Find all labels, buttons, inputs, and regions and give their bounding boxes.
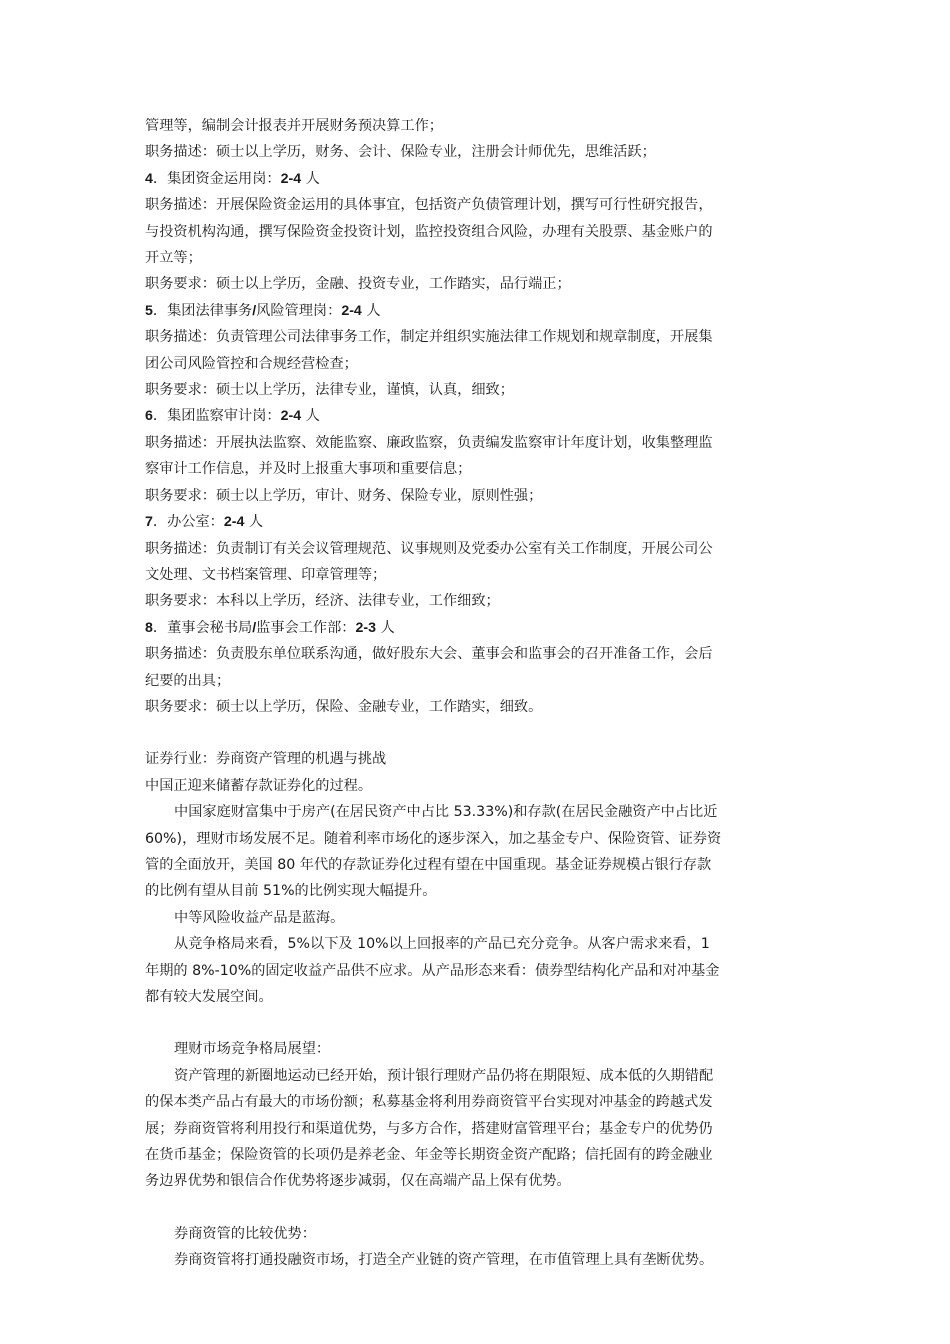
- position-unit: 人: [361, 302, 381, 319]
- paragraph-gap: [145, 1010, 813, 1036]
- position-number: 4: [145, 170, 153, 187]
- text-line: 开立等；: [145, 250, 202, 267]
- title-separator: /: [252, 302, 257, 319]
- text-line: 文处理、文书档案管理、印章管理等；: [145, 566, 387, 583]
- paragraph-line: 管的全面放开，美国 80 年代的存款证券化过程有望在中国重现。基金证券规模占银行存款: [145, 856, 712, 873]
- text-line: 职务描述：硕士以上学历，财务、会计、保险专业，注册会计师优先，思维活跃；: [145, 144, 656, 161]
- article-title: 证券行业：券商资产管理的机遇与挑战: [145, 751, 387, 768]
- text-line: 职务描述：负责股东单位联系沟通，做好股东大会、董事会和监事会的召开准备工作，会后: [145, 646, 713, 663]
- paragraph-line: 从竞争格局来看，5%以下及 10%以上回报率的产品已充分竞争。从客户需求来看，1: [174, 936, 710, 953]
- text-line: 察审计工作信息，并及时上报重大事项和重要信息；: [145, 461, 472, 478]
- position-number: 6: [145, 408, 153, 425]
- paragraph-line: 资产管理的新圈地运动已经开始，预计银行理财产品仍将在期限短、成本低的久期错配: [174, 1067, 714, 1084]
- paragraph-gap: [145, 1195, 813, 1221]
- position-unit: 人: [244, 514, 264, 531]
- text-line: 职务描述：负责管理公司法律事务工作，制定并组织实施法律工作规划和规章制度，开展集: [145, 329, 713, 346]
- position-count: 2-4: [341, 302, 362, 319]
- text-line: 职务要求：硕士以上学历，保险、金融专业，工作踏实，细致。: [145, 698, 543, 715]
- paragraph-gap: [145, 720, 813, 746]
- paragraph-line: 60%)，理财市场发展不足。随着利率市场化的逐步深入，加之基金专户、保险资管、证券资: [145, 830, 722, 847]
- position-unit: 人: [376, 619, 395, 636]
- text-line: 管理等，编制会计报表并开展财务预决算工作；: [145, 118, 443, 134]
- paragraph-line: 中等风险收益产品是蓝海。: [174, 909, 345, 926]
- paragraph-line: 都有较大发展空间。: [145, 989, 273, 1005]
- position-number: 5: [145, 302, 153, 319]
- paragraph-line: 务边界优势和银信合作优势将逐步减弱，仅在高端产品上保有优势。: [145, 1173, 571, 1190]
- position-count: 2-4: [223, 514, 245, 531]
- text-line: 职务描述：负责制订有关会议管理规范、议事规则及党委办公室有关工作制度，开展公司公: [145, 540, 713, 557]
- paragraph-line: 年期的 8%-10%的固定收益产品供不应求。从产品形态来看：债券型结构化产品和对冲基金: [145, 962, 720, 979]
- paragraph-line: 的保本类产品占有最大的市场份额；私募基金将利用券商资管平台实现对冲基金的跨越式发: [145, 1094, 713, 1111]
- position-title: ．集团法律事务: [152, 302, 253, 319]
- position-number: 7: [145, 514, 153, 531]
- paragraph-line: 券商资管将打通投融资市场，打造全产业链的资产管理，在市值管理上具有垄断优势。: [174, 1252, 714, 1269]
- position-heading: [145, 166, 813, 192]
- article-intro: 中国正迎来储蓄存款证券化的过程。: [145, 777, 373, 794]
- text-line: 与投资机构沟通，撰写保险资金投资计划，监控投资组合风险，办理有关股票、基金账户的: [145, 223, 713, 240]
- text-line: 纪要的出具；: [145, 672, 231, 689]
- position-number: 8: [145, 619, 153, 636]
- section-heading: 券商资管的比较优势：: [174, 1225, 316, 1242]
- position-count: 2-4: [280, 408, 302, 425]
- text-line: 职务要求：硕士以上学历，金融、投资专业，工作踏实，品行端正；: [145, 276, 571, 293]
- position-title-part2: 风险管理岗：: [256, 302, 342, 319]
- text-line: 职务要求：本科以上学历，经济、法律专业，工作细致；: [145, 593, 500, 610]
- position-heading: [145, 298, 813, 324]
- text-line: 职务要求：硕士以上学历，审计、财务、保险专业，原则性强；: [145, 487, 543, 504]
- position-title: ．办公室：: [152, 514, 224, 531]
- text-line: 职务描述：开展执法监察、效能监察、廉政监察，负责编发监察审计年度计划，收集整理监: [145, 434, 713, 451]
- position-title-part2: 监事会工作部：: [256, 619, 356, 636]
- position-title: ．董事会秘书局: [152, 619, 253, 636]
- position-title: ．集团资金运用岗：: [152, 170, 281, 187]
- document-page: [145, 113, 813, 1274]
- paragraph-line: 在货币基金；保险资管的长项仍是养老金、年金等长期资金资产配路；信托固有的跨金融业: [145, 1147, 713, 1164]
- paragraph-line: 展；券商资管将利用投行和渠道优势，与多方合作，搭建财富管理平台；基金专户的优势仍: [145, 1120, 713, 1137]
- paragraph-line: 中国家庭财富集中于房产(在居民资产中占比 53.33%)和存款(在居民金融资产中占比近: [174, 804, 718, 821]
- text-line: 职务描述：开展保险资金运用的具体事宜，包括资产负债管理计划，撰写可行性研究报告，: [145, 197, 713, 214]
- position-unit: 人: [301, 408, 320, 425]
- paragraph-line: 的比例有望从目前 51%的比例实现大幅提升。: [145, 883, 437, 900]
- position-title: ．集团监察审计岗：: [152, 408, 281, 425]
- section-heading: 理财市场竞争格局展望：: [174, 1041, 331, 1058]
- position-heading: [145, 509, 813, 535]
- position-unit: 人: [301, 170, 320, 187]
- text-line: 职务要求：硕士以上学历，法律专业，谨慎，认真，细致；: [145, 382, 514, 399]
- position-heading: [145, 403, 813, 429]
- title-separator: /: [252, 619, 257, 636]
- position-count: 2-3: [355, 619, 377, 636]
- position-count: 2-4: [280, 170, 302, 187]
- text-line: 团公司风险管控和合规经营检查；: [145, 355, 358, 372]
- position-heading: [145, 615, 813, 641]
